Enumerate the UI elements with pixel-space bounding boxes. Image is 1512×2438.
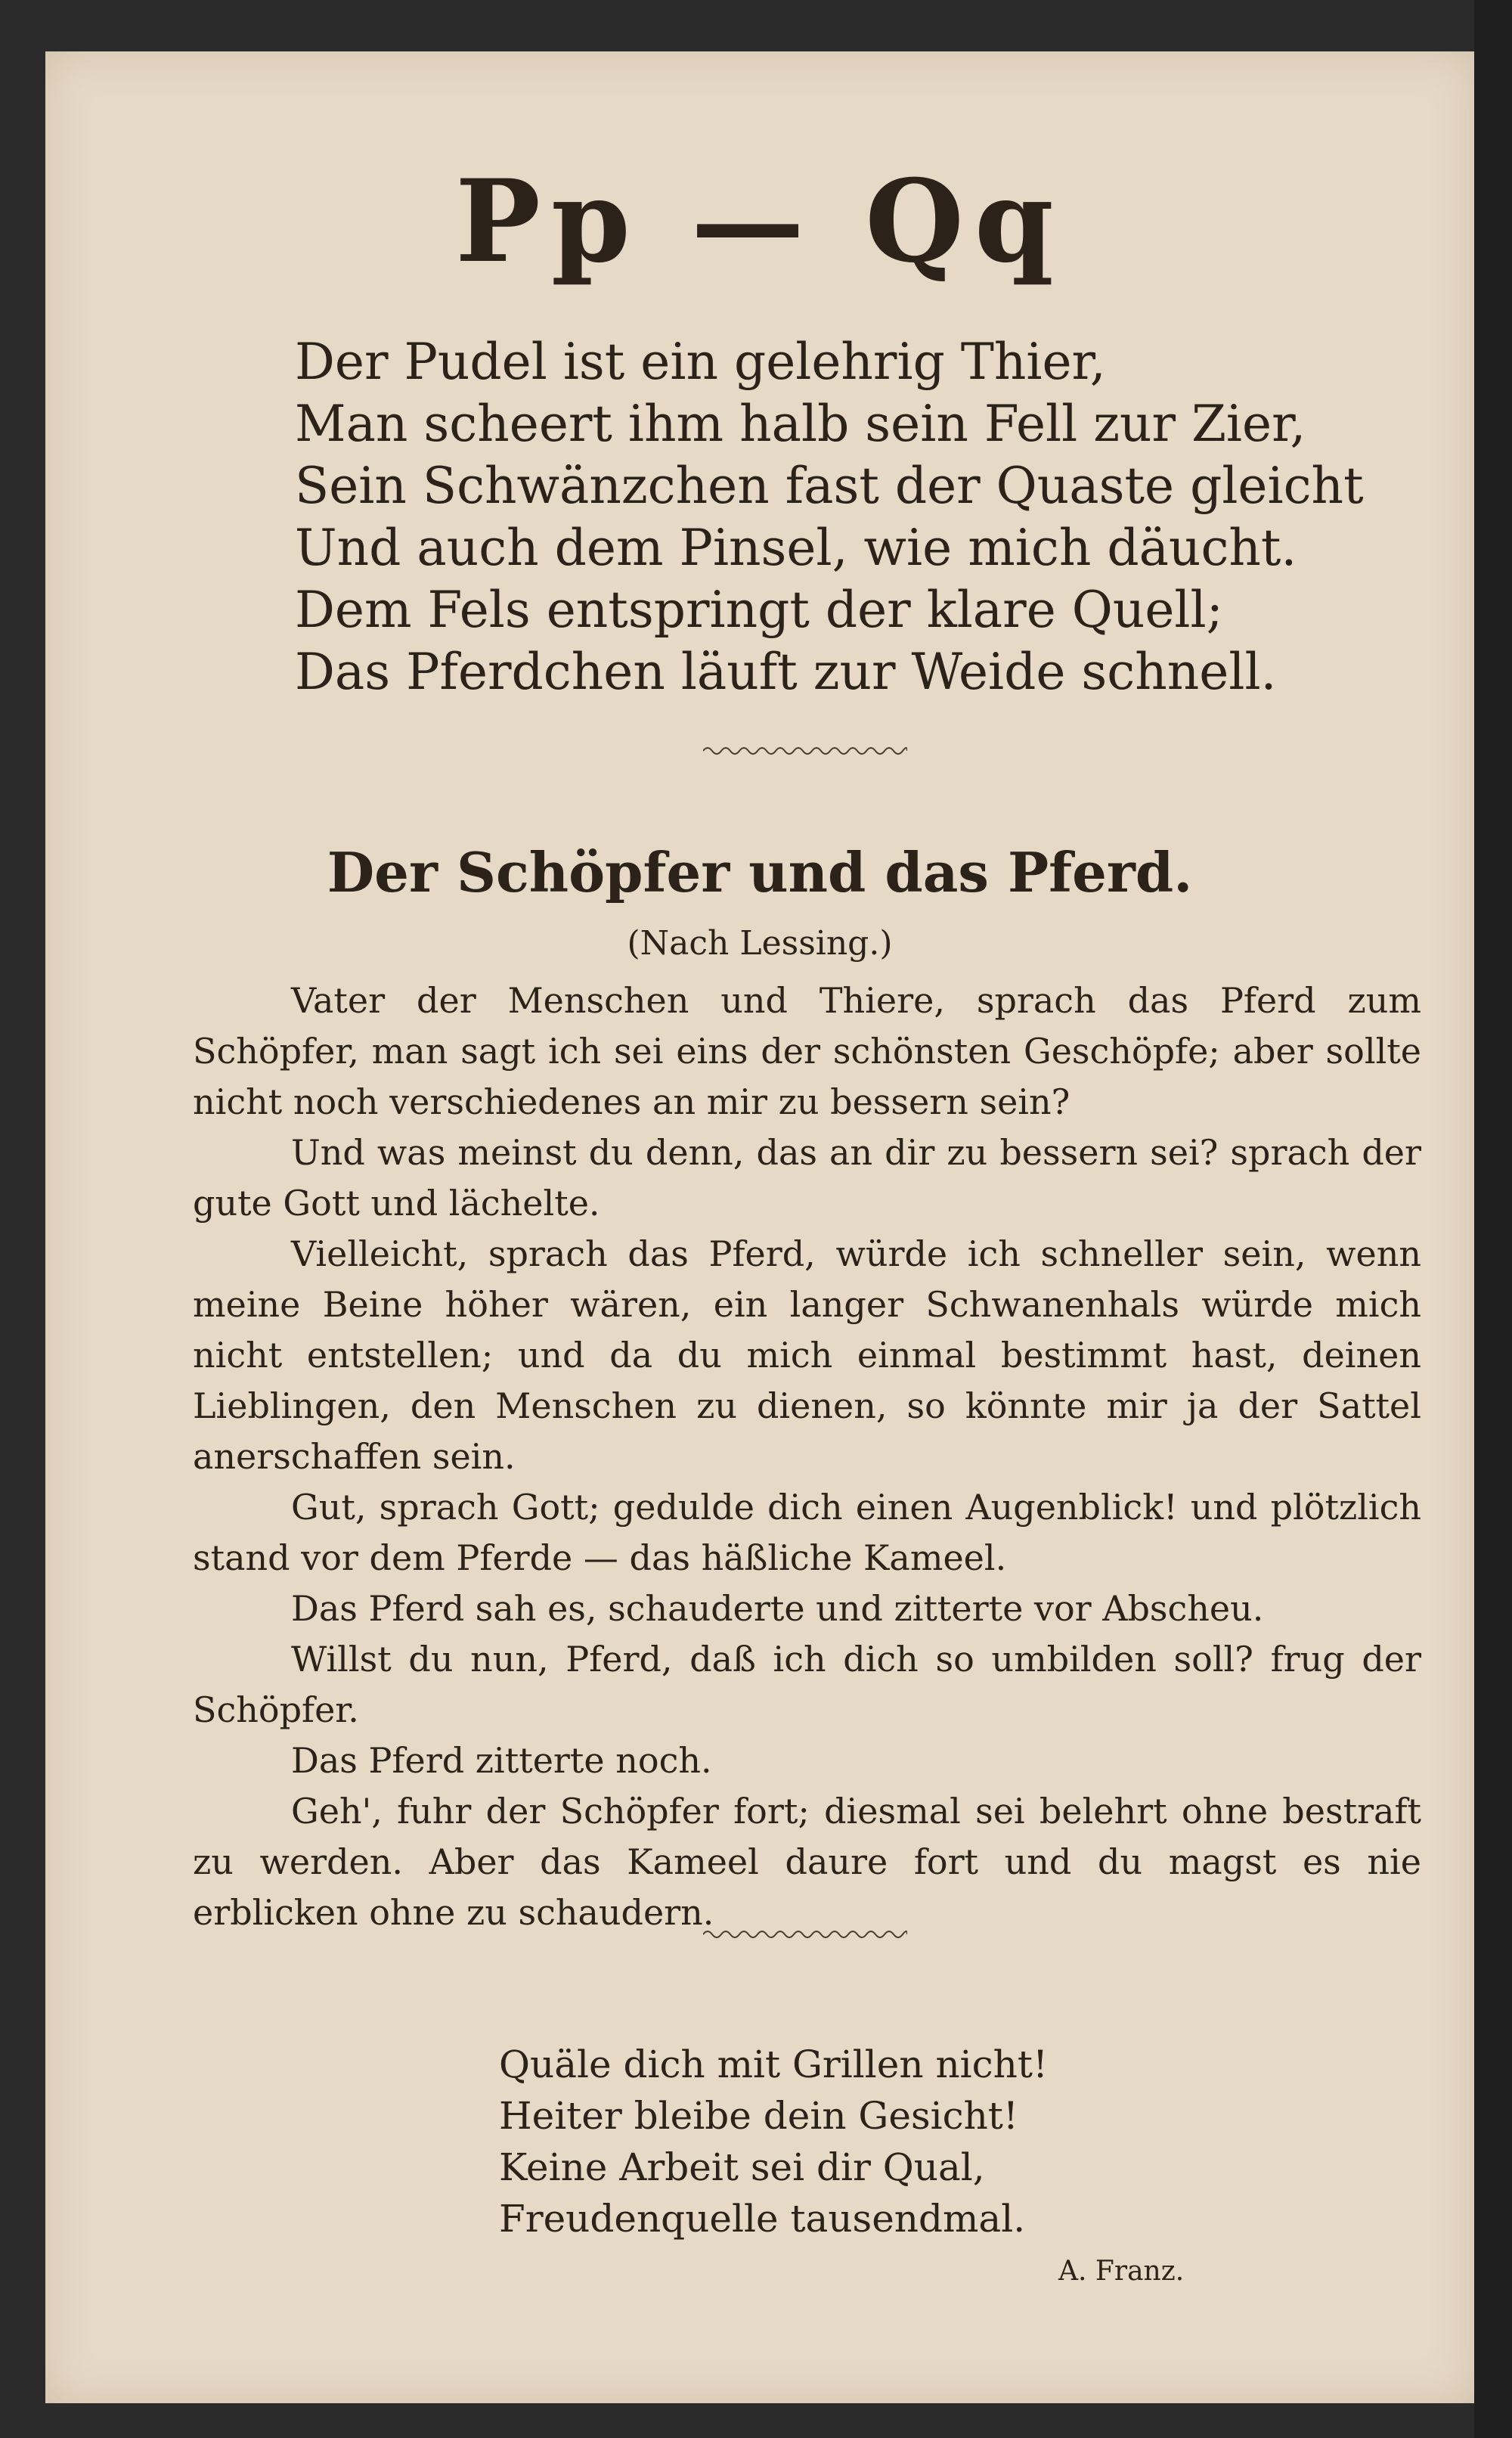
poem-line: Der Pudel ist ein gelehrig Thier, [295,333,1106,391]
poem-line: Dem Fels entspringt der klare Quell; [295,581,1223,639]
poem-line: Und auch dem Pinsel, wie mich däucht. [295,519,1297,577]
poem-line: Quäle dich mit Grillen nicht! [499,2043,1049,2086]
poem-line: Das Pferdchen läuft zur Weide schnell. [295,643,1277,701]
poem-line: Freudenquelle tausendmal. [499,2197,1026,2241]
ornamental-divider [703,743,907,758]
story-paragraph: Das Pferd sah es, schauderte und zitterte vor Abscheu. [291,1588,1264,1629]
story-body [193,976,1421,1938]
story-subtitle: (Nach Lessing.) [627,924,893,963]
story-paragraph: Vielleicht, sprach das Pferd, würde ich schneller sein, wenn meine Beine höher wären, ein langer Schwanenhals würde mich nicht entstellen; und da du mich einmal bestimmt hast, deinen Lieblingen, den Menschen zu dienen, so könnte mir ja der Sattel anerschaffen sein. [193,1233,1421,1477]
story-title: Der Schöpfer und das Pferd. [327,840,1193,904]
ornamental-divider [703,1927,907,1942]
poem-line: Heiter bleibe dein Gesicht! [499,2094,1018,2138]
poem-grillen [499,2039,1255,2244]
author-signature: A. Franz. [1058,2256,1185,2287]
story-paragraph: Gut, sprach Gott; gedulde dich einen Augenblick! und plötzlich stand vor dem Pferde — das häßliche Kameel. [193,1487,1421,1578]
book-page [45,51,1474,2403]
poem-line: Keine Arbeit sei dir Qual, [499,2145,985,2189]
story-paragraph: Willst du nun, Pferd, daß ich dich so umbilden soll? frug der Schöpfer. [193,1639,1421,1730]
page-heading: Pp — Qq [455,155,1064,288]
poem-line: Man scheert ihm halb sein Fell zur Zier, [295,395,1306,453]
story-paragraph: Das Pferd zitterte noch. [291,1740,712,1781]
poem-pudel [295,331,1364,703]
page-edge-shadow [1474,0,1512,2438]
story-paragraph: Und was meinst du denn, das an dir zu bessern sei? sprach der gute Gott und lächelte. [193,1132,1421,1224]
story-paragraph: Vater der Menschen und Thiere, sprach das Pferd zum Schöpfer, man sagt ich sei eins der schönsten Geschöpfe; aber sollte nicht noch verschiedenes an mir zu bessern sein? [193,980,1421,1122]
story-paragraph: Geh', fuhr der Schöpfer fort; diesmal sei belehrt ohne bestraft zu werden. Aber das Kameel daure fort und du magst es nie erblicken ohne zu schaudern. [193,1791,1421,1933]
poem-line: Sein Schwänzchen fast der Quaste gleicht [295,457,1364,515]
